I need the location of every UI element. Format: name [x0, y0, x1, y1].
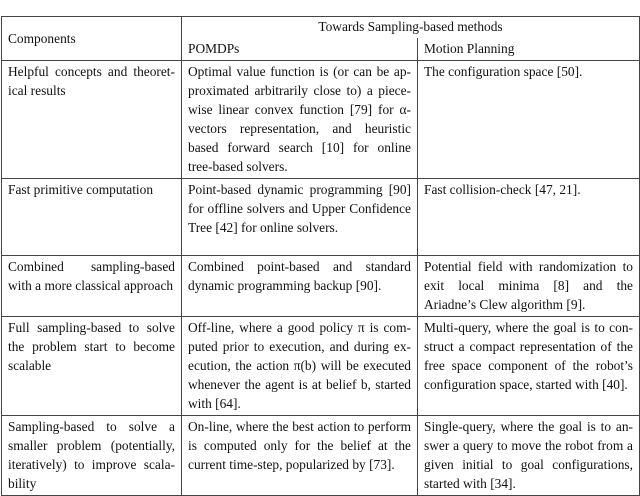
comparison-table — [1, 16, 640, 496]
motion-cell: Fast collision-check [47, 21]. — [418, 179, 640, 256]
pomdp-cell: Combined point-based and standard dynamic programming backup [90]. — [182, 256, 418, 317]
header-pomdps: POMDPs — [182, 38, 418, 61]
table-row — [2, 416, 640, 496]
motion-cell: Multi-query, where the goal is to construct a compact representation of the free space component of the robot’s configuration space, started with [40]. — [418, 317, 640, 416]
pomdp-cell: Optimal value function is (or can be approximated arbitrarily close to) a piecewise linear convex function [79] for α-vectors representation, and heuristic based forward search [10] for online tree-based solvers. — [182, 61, 418, 179]
component-cell: Fast primitive computation — [2, 179, 182, 256]
pomdp-cell: On-line, where the best action to perform is computed only for the belief at the current time-step, popularized by [73]. — [182, 416, 418, 496]
table-row — [2, 61, 640, 179]
table-row — [2, 256, 640, 317]
table-row — [2, 317, 640, 416]
header-components: Components — [2, 17, 182, 61]
pomdp-cell: Off-line, where a good policy π is computed prior to execution, and during execution, the action π(b) will be executed whenever the agent is at belief b, started with [64]. — [182, 317, 418, 416]
header-group: Towards Sampling-based methods — [182, 17, 640, 39]
component-cell: Full sampling-based to solve the problem start to become scalable — [2, 317, 182, 416]
table-row — [2, 179, 640, 256]
motion-cell: Single-query, where the goal is to answer a query to move the robot from a given initial to goal configurations, started with [34]. — [418, 416, 640, 496]
header-motion-planning: Motion Planning — [418, 38, 640, 61]
motion-cell: The configuration space [50]. — [418, 61, 640, 179]
motion-cell: Potential field with randomization to exit local minima [8] and the Ariadne’s Clew algorithm [9]. — [418, 256, 640, 317]
component-cell: Helpful concepts and theoretical results — [2, 61, 182, 179]
pomdp-cell: Point-based dynamic programming [90] for offline solvers and Upper Confidence Tree [42] for online solvers. — [182, 179, 418, 256]
component-cell: Combined sampling-based with a more classical approach — [2, 256, 182, 317]
component-cell: Sampling-based to solve a smaller problem (potentially, iteratively) to improve scalability — [2, 416, 182, 496]
